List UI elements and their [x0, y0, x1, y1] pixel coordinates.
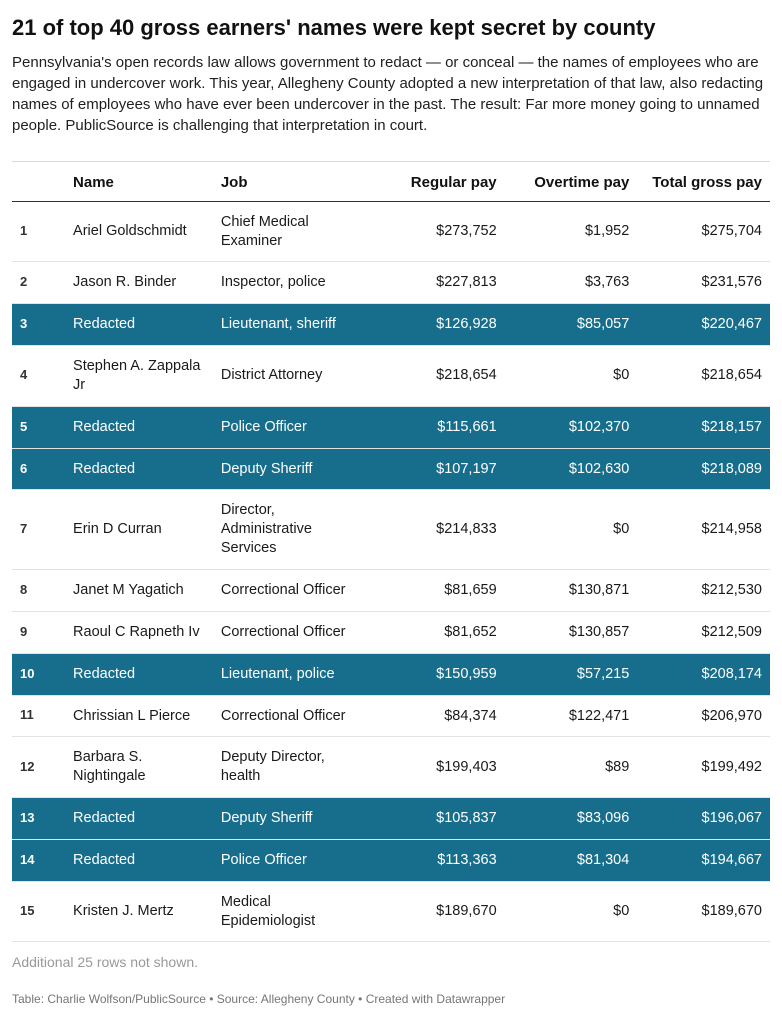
row-regular-pay: $126,928 [364, 304, 504, 346]
row-total-pay: $194,667 [637, 839, 770, 881]
column-header-name: Name [65, 161, 213, 201]
row-overtime-pay: $3,763 [505, 262, 638, 304]
row-name: Redacted [65, 406, 213, 448]
row-total-pay: $206,970 [637, 695, 770, 737]
row-total-pay: $208,174 [637, 653, 770, 695]
row-overtime-pay: $122,471 [505, 695, 638, 737]
row-regular-pay: $115,661 [364, 406, 504, 448]
row-total-pay: $218,654 [637, 346, 770, 407]
row-total-pay: $275,704 [637, 201, 770, 262]
row-name: Redacted [65, 448, 213, 490]
row-name: Barbara S. Nightingale [65, 737, 213, 798]
table-row [12, 737, 770, 798]
row-overtime-pay: $57,215 [505, 653, 638, 695]
row-regular-pay: $273,752 [364, 201, 504, 262]
row-total-pay: $231,576 [637, 262, 770, 304]
row-name: Redacted [65, 304, 213, 346]
row-overtime-pay: $130,871 [505, 569, 638, 611]
row-job: Deputy Director, health [213, 737, 365, 798]
table-header [12, 161, 770, 201]
table-row [12, 406, 770, 448]
row-job: Lieutenant, sheriff [213, 304, 365, 346]
row-overtime-pay: $130,857 [505, 611, 638, 653]
table-row [12, 448, 770, 490]
row-regular-pay: $107,197 [364, 448, 504, 490]
table-row [12, 304, 770, 346]
row-job: Deputy Sheriff [213, 448, 365, 490]
row-job: Medical Epidemiologist [213, 881, 365, 942]
row-overtime-pay: $83,096 [505, 798, 638, 840]
row-total-pay: $189,670 [637, 881, 770, 942]
row-regular-pay: $189,670 [364, 881, 504, 942]
row-rank: 8 [12, 569, 65, 611]
row-overtime-pay: $1,952 [505, 201, 638, 262]
row-rank: 6 [12, 448, 65, 490]
row-total-pay: $218,157 [637, 406, 770, 448]
row-rank: 10 [12, 653, 65, 695]
row-rank: 3 [12, 304, 65, 346]
row-overtime-pay: $0 [505, 881, 638, 942]
row-name: Redacted [65, 798, 213, 840]
table-row [12, 490, 770, 570]
row-total-pay: $212,509 [637, 611, 770, 653]
row-regular-pay: $105,837 [364, 798, 504, 840]
table-row [12, 201, 770, 262]
attribution-line: Table: Charlie Wolfson/PublicSource • Source: Allegheny County • Created with Datawrapper [12, 992, 506, 1007]
row-job: Inspector, police [213, 262, 365, 304]
table-body [12, 201, 770, 942]
table-row [12, 569, 770, 611]
row-regular-pay: $84,374 [364, 695, 504, 737]
column-header-rank [12, 161, 65, 201]
row-rank: 1 [12, 201, 65, 262]
table-row [12, 653, 770, 695]
table-row [12, 346, 770, 407]
row-regular-pay: $150,959 [364, 653, 504, 695]
rows-not-shown-note: Additional 25 rows not shown. [12, 954, 198, 971]
row-overtime-pay: $89 [505, 737, 638, 798]
row-name: Kristen J. Mertz [65, 881, 213, 942]
row-job: Correctional Officer [213, 695, 365, 737]
row-overtime-pay: $81,304 [505, 839, 638, 881]
page-title: 21 of top 40 gross earners' names were kept secret by county [12, 15, 656, 40]
row-overtime-pay: $102,630 [505, 448, 638, 490]
table-row [12, 839, 770, 881]
row-name: Raoul C Rapneth Iv [65, 611, 213, 653]
row-overtime-pay: $85,057 [505, 304, 638, 346]
row-name: Stephen A. Zappala Jr [65, 346, 213, 407]
table-row [12, 881, 770, 942]
table-row [12, 611, 770, 653]
column-header-overtime-pay: Overtime pay [505, 161, 638, 201]
row-total-pay: $199,492 [637, 737, 770, 798]
row-job: Correctional Officer [213, 569, 365, 611]
row-name: Jason R. Binder [65, 262, 213, 304]
row-overtime-pay: $0 [505, 346, 638, 407]
row-total-pay: $196,067 [637, 798, 770, 840]
row-regular-pay: $227,813 [364, 262, 504, 304]
row-rank: 5 [12, 406, 65, 448]
row-regular-pay: $218,654 [364, 346, 504, 407]
row-rank: 4 [12, 346, 65, 407]
row-name: Erin D Curran [65, 490, 213, 570]
row-rank: 7 [12, 490, 65, 570]
row-job: Correctional Officer [213, 611, 365, 653]
row-job: Lieutenant, police [213, 653, 365, 695]
row-regular-pay: $113,363 [364, 839, 504, 881]
row-rank: 12 [12, 737, 65, 798]
chart-description: Pennsylvania's open records law allows government to redact — or conceal — the names of employees who are engaged in undercover work. This year, Allegheny County adopted a new interpretation of that law, also redacting names of employees who have ever been undercover in the past. The result: Far more money going to unnamed people. PublicSource is challenging that interpretation in court. [12, 53, 764, 135]
row-job: District Attorney [213, 346, 365, 407]
row-overtime-pay: $0 [505, 490, 638, 570]
row-rank: 2 [12, 262, 65, 304]
row-total-pay: $220,467 [637, 304, 770, 346]
row-job: Police Officer [213, 406, 365, 448]
row-rank: 13 [12, 798, 65, 840]
row-rank: 9 [12, 611, 65, 653]
row-rank: 14 [12, 839, 65, 881]
row-overtime-pay: $102,370 [505, 406, 638, 448]
row-job: Deputy Sheriff [213, 798, 365, 840]
table-row [12, 695, 770, 737]
row-rank: 15 [12, 881, 65, 942]
row-rank: 11 [12, 695, 65, 737]
row-name: Chrissian L Pierce [65, 695, 213, 737]
row-regular-pay: $81,652 [364, 611, 504, 653]
row-total-pay: $218,089 [637, 448, 770, 490]
table-row [12, 798, 770, 840]
row-regular-pay: $81,659 [364, 569, 504, 611]
column-header-total-gross-pay: Total gross pay [637, 161, 770, 201]
column-header-job: Job [213, 161, 365, 201]
row-total-pay: $214,958 [637, 490, 770, 570]
row-name: Redacted [65, 839, 213, 881]
row-total-pay: $212,530 [637, 569, 770, 611]
row-regular-pay: $199,403 [364, 737, 504, 798]
row-job: Police Officer [213, 839, 365, 881]
row-name: Janet M Yagatich [65, 569, 213, 611]
row-job: Chief Medical Examiner [213, 201, 365, 262]
column-header-regular-pay: Regular pay [364, 161, 504, 201]
row-regular-pay: $214,833 [364, 490, 504, 570]
row-job: Director, Administrative Services [213, 490, 365, 570]
earners-table [12, 161, 770, 943]
row-name: Ariel Goldschmidt [65, 201, 213, 262]
table-row [12, 262, 770, 304]
row-name: Redacted [65, 653, 213, 695]
